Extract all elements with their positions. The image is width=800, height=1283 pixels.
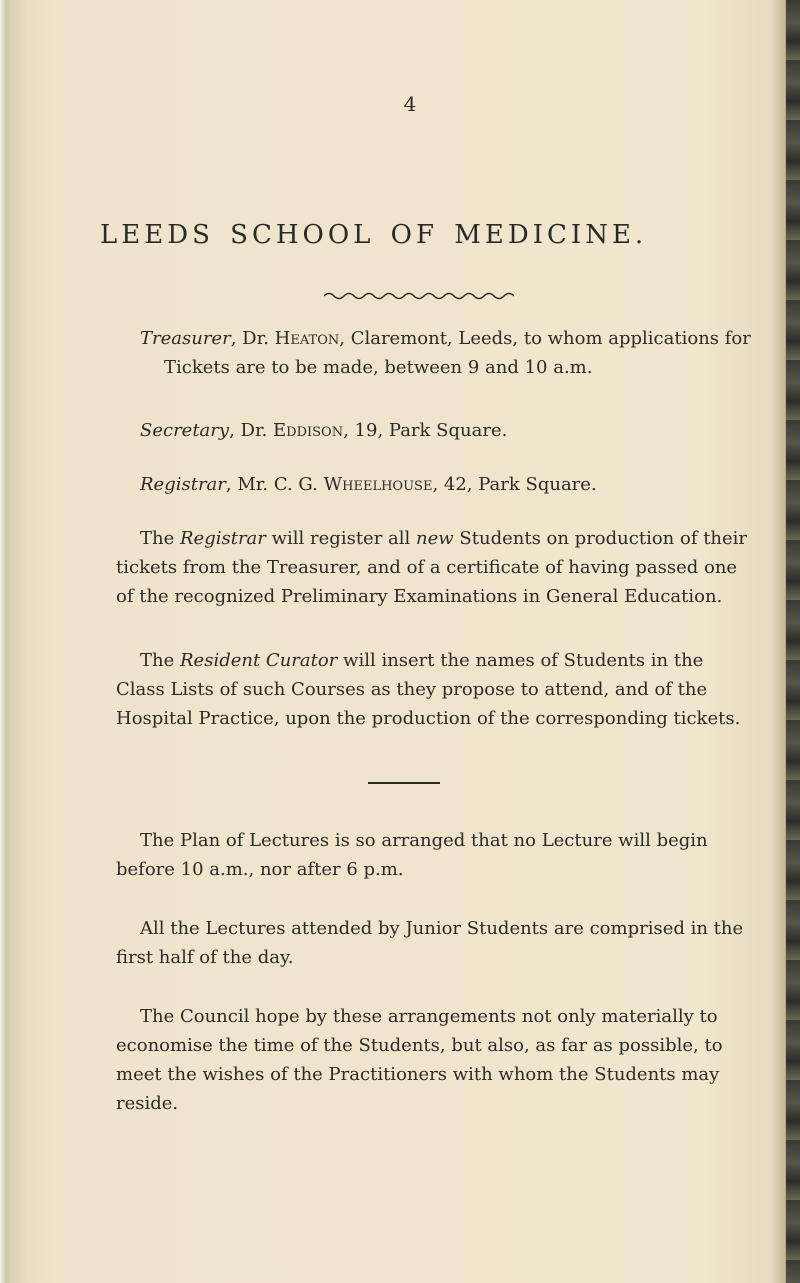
page-title: LEEDS SCHOOL OF MEDICINE. bbox=[100, 220, 648, 250]
treasurer-entry: Treasurer, Dr. Heaton, Claremont, Leeds, to whom applications for Tickets are to be made, between 9 and 10 a.m. bbox=[140, 328, 751, 378]
book-binding-edge bbox=[786, 0, 800, 1283]
lecture-plan-paragraph: The Plan of Lectures is so arranged that no Lecture will begin before 10 a.m., nor after 6 p.m. bbox=[116, 830, 708, 880]
council-paragraph: The Council hope by these arrangements not only materially to economise the time of the Students, but also, as far as possible, to meet the wishes of the Practitioners with whom the Students may reside. bbox=[116, 1006, 723, 1114]
registrar-entry: Registrar, Mr. C. G. Wheelhouse, 42, Park Square. bbox=[140, 474, 597, 495]
emphasis-new: new bbox=[416, 528, 454, 549]
officer-title: Mr. C. G. bbox=[237, 474, 318, 495]
officer-title: Dr. bbox=[240, 420, 268, 441]
junior-lectures-paragraph: All the Lectures attended by Junior Students are comprised in the first half of the day. bbox=[116, 918, 744, 968]
secretary-entry: Secretary, Dr. Eddison, 19, Park Square. bbox=[140, 420, 508, 441]
section-rule bbox=[368, 782, 440, 784]
curator-paragraph: The Resident Curator will insert the names of Students in the Class Lists of such Courses as they propose to attend, and of the Hospital Practice, upon the production of the corresponding tickets. bbox=[116, 650, 741, 729]
officer-role: Treasurer bbox=[140, 328, 231, 349]
registrar-paragraph: The Registrar will register all new Students on production of their tickets from the Treasurer, and of a certificate of having passed one of the recognized Preliminary Examinations in General Education. bbox=[116, 528, 748, 607]
wavy-divider bbox=[324, 290, 514, 302]
page-left-edge bbox=[0, 0, 6, 1283]
officer-details: Claremont, Leeds, to whom applications for Tickets are to be made, between 9 and 10 a.m. bbox=[164, 328, 751, 378]
officer-name: Heaton bbox=[274, 328, 340, 349]
officer-name: Eddison bbox=[273, 420, 344, 441]
role-registrar: Registrar bbox=[180, 528, 266, 549]
officer-role: Secretary bbox=[140, 420, 230, 441]
officer-title: Dr. bbox=[242, 328, 269, 349]
officer-role: Registrar bbox=[140, 474, 226, 495]
officer-details: 42, Park Square. bbox=[443, 474, 597, 495]
role-curator: Resident Curator bbox=[180, 650, 338, 671]
officer-name: Wheelhouse bbox=[323, 474, 433, 495]
page-number: 4 bbox=[403, 92, 417, 116]
officer-details: 19, Park Square. bbox=[354, 420, 508, 441]
